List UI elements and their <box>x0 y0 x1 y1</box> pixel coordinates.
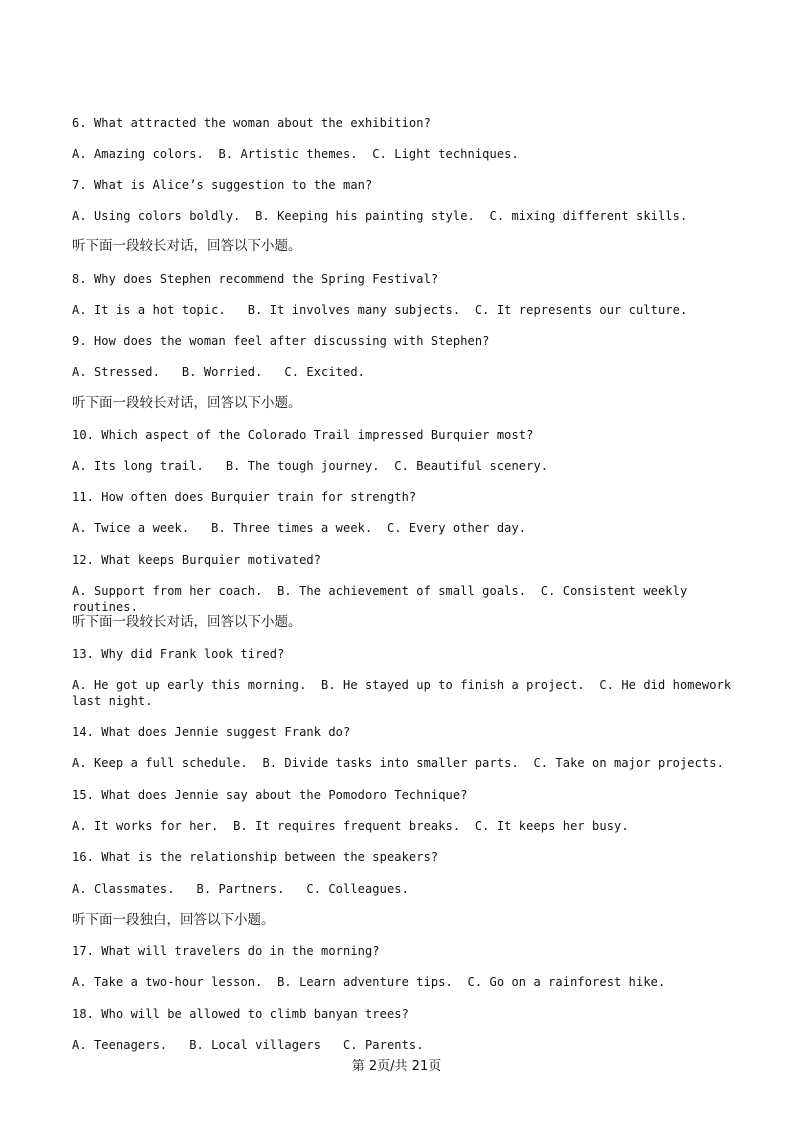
options-13: A. He got up early this morning. B. He stayed up to finish a project. C. He did homework last night. <box>72 678 739 708</box>
options-16: A. Classmates. B. Partners. C. Colleagues. <box>72 882 409 896</box>
section-instruction: 听下面一段独白，回答以下小题。 <box>72 912 275 928</box>
options-8: A. It is a hot topic. B. It involves many subjects. C. It represents our culture. <box>72 303 688 317</box>
question-13: 13. Why did Frank look tired? <box>72 647 285 661</box>
question-14: 14. What does Jennie suggest Frank do? <box>72 725 351 739</box>
question-12: 12. What keeps Burquier motivated? <box>72 553 322 567</box>
options-6: A. Amazing colors. B. Artistic themes. C. Light techniques. <box>72 147 519 161</box>
question-6: 6. What attracted the woman about the exhibition? <box>72 116 431 130</box>
question-18: 18. Who will be allowed to climb banyan trees? <box>72 1007 409 1021</box>
options-14: A. Keep a full schedule. B. Divide tasks into smaller parts. C. Take on major projects. <box>72 756 724 770</box>
question-10: 10. Which aspect of the Colorado Trail impressed Burquier most? <box>72 428 534 442</box>
section-instruction: 听下面一段较长对话，回答以下小题。 <box>72 238 302 254</box>
options-15: A. It works for her. B. It requires frequent breaks. C. It keeps her busy. <box>72 819 629 833</box>
question-16: 16. What is the relationship between the speakers? <box>72 850 439 864</box>
options-10: A. Its long trail. B. The tough journey. C. Beautiful scenery. <box>72 459 549 473</box>
options-12: A. Support from her coach. B. The achievement of small goals. C. Consistent weekly routines. <box>72 584 695 614</box>
options-11: A. Twice a week. B. Three times a week. C. Every other day. <box>72 521 527 535</box>
question-7: 7. What is Alice’s suggestion to the man? <box>72 178 373 192</box>
page-number: 第 2页/共 21页 <box>351 1059 442 1074</box>
question-9: 9. How does the woman feel after discussing with Stephen? <box>72 334 490 348</box>
options-17: A. Take a two-hour lesson. B. Learn adventure tips. C. Go on a rainforest hike. <box>72 975 666 989</box>
section-instruction: 听下面一段较长对话，回答以下小题。 <box>72 614 302 630</box>
question-11: 11. How often does Burquier train for strength? <box>72 490 417 504</box>
options-7: A. Using colors boldly. B. Keeping his painting style. C. mixing different skills. <box>72 209 688 223</box>
section-instruction: 听下面一段较长对话，回答以下小题。 <box>72 395 302 411</box>
question-17: 17. What will travelers do in the morning? <box>72 944 380 958</box>
question-15: 15. What does Jennie say about the Pomodoro Technique? <box>72 788 468 802</box>
options-9: A. Stressed. B. Worried. C. Excited. <box>72 365 365 379</box>
options-18: A. Teenagers. B. Local villagers C. Parents. <box>72 1038 424 1052</box>
question-8: 8. Why does Stephen recommend the Spring Festival? <box>72 272 439 286</box>
